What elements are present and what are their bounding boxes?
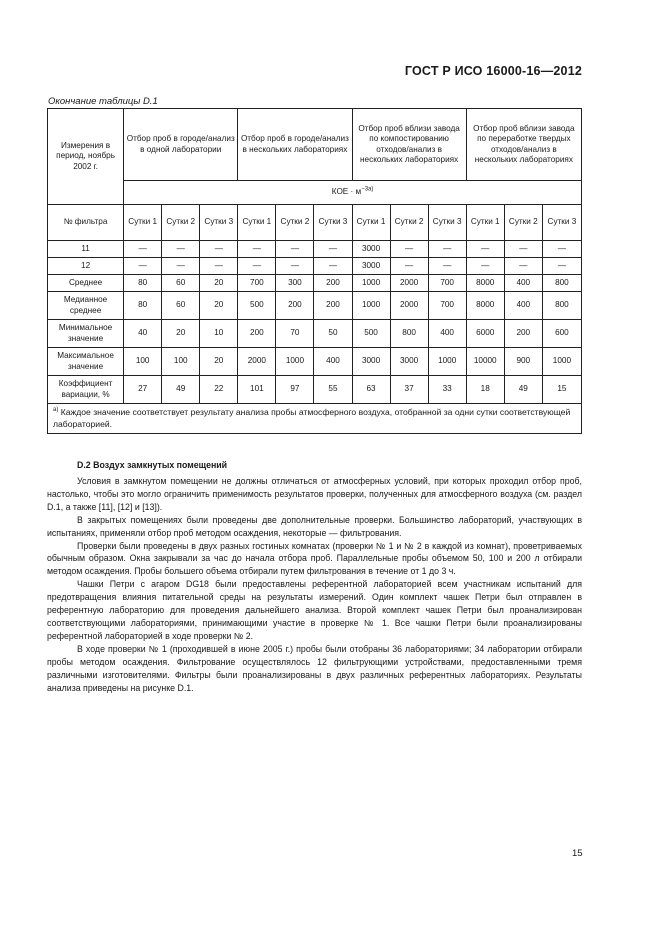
row-label: 12	[48, 258, 124, 275]
paragraph: Условия в замкнутом помещении не должны отличаться от атмосферных условий, при которых проходил отбор проб, настолько, чтобы это могло ограничить применимость результатов проверки, полученных для атмосферного воздуха (см. раздел D.1, а также [11], [12] и [13]).	[47, 476, 582, 512]
cell: 100	[124, 348, 162, 376]
cell: 500	[238, 292, 276, 320]
row-label: Максимальное значение	[48, 348, 124, 376]
cell: 400	[428, 320, 466, 348]
cell: —	[162, 258, 200, 275]
cell: —	[314, 241, 352, 258]
cell: —	[200, 258, 238, 275]
table-row	[48, 292, 582, 320]
cell: 80	[124, 275, 162, 292]
filter-label: № фильтра	[48, 205, 124, 241]
group-header: Отбор проб вблизи завода по компостированию отходов/анализ в нескольких лабораториях	[352, 109, 466, 181]
group-header: Отбор проб вблизи завода по переработке твердых отходов/анализ в нескольких лабораториях	[466, 109, 581, 181]
unit-label: КОЕ · м	[331, 187, 362, 197]
day-header: Сутки 1	[466, 205, 504, 241]
cell: —	[428, 258, 466, 275]
day-header: Сутки 1	[352, 205, 390, 241]
cell: 55	[314, 376, 352, 404]
table-row	[48, 241, 582, 258]
cell: —	[390, 241, 428, 258]
cell: 3000	[352, 241, 390, 258]
cell: 1000	[276, 348, 314, 376]
section-title: D.2 Воздух замкнутых помещений	[77, 460, 228, 470]
days-row	[48, 205, 582, 241]
cell: 200	[238, 320, 276, 348]
day-header: Сутки 2	[390, 205, 428, 241]
cell: 20	[200, 348, 238, 376]
cell: 200	[314, 292, 352, 320]
group-header: Отбор проб в городе/анализ в нескольких лабораториях	[238, 109, 352, 181]
cell: 1000	[542, 348, 581, 376]
cell: 2000	[390, 292, 428, 320]
cell: —	[276, 241, 314, 258]
day-header: Сутки 3	[542, 205, 581, 241]
cell: 800	[542, 292, 581, 320]
cell: —	[314, 258, 352, 275]
footnote-text: Каждое значение соответствует результату анализа пробы атмосферного воздуха, отобранной за одни сутки соответствующей лабораторией.	[53, 407, 571, 429]
cell: 6000	[466, 320, 504, 348]
cell: 60	[162, 292, 200, 320]
cell: —	[466, 241, 504, 258]
cell: 200	[314, 275, 352, 292]
cell: 70	[276, 320, 314, 348]
cell: 700	[428, 292, 466, 320]
cell: 800	[390, 320, 428, 348]
cell: 27	[124, 376, 162, 404]
cell: 700	[428, 275, 466, 292]
cell: 300	[276, 275, 314, 292]
cell: 20	[200, 292, 238, 320]
group-header: Отбор проб в городе/анализ в одной лаборатории	[124, 109, 238, 181]
paragraph: В ходе проверки № 1 (проходившей в июне 2005 г.) пробы были отобраны 36 лабораториями; 34 лаборатории отбирали пробы методом осаждения. Фильтрование осуществлялось 12 фильтрующими устройствами, предоставленными тремя различными изготовителями. Фильтры были проанализированы в двух различных референтных лабораториях. Результаты анализа приведены на рисунке D.1.	[47, 643, 582, 693]
cell: 10000	[466, 348, 504, 376]
cell: 3000	[352, 258, 390, 275]
cell: 400	[314, 348, 352, 376]
data-table	[47, 108, 582, 434]
cell: 18	[466, 376, 504, 404]
footnote-mark: а)	[53, 407, 59, 414]
cell: 8000	[466, 292, 504, 320]
cell: 20	[162, 320, 200, 348]
cell: 15	[542, 376, 581, 404]
row-label: Среднее	[48, 275, 124, 292]
paragraph: Проверки были проведены в двух разных гостиных комнатах (проверки № 1 и № 2 в каждой из комнат), проветриваемых обычным образом. Окна закрывали за час до начала отбора проб. Параллельные пробы объемом 50, 100 и 200 л отбирали методом осаждения. Пробы большего объема отбирали путем фильтрования в течение от 1 до 3 ч.	[47, 540, 582, 577]
cell: —	[200, 241, 238, 258]
day-header: Сутки 2	[162, 205, 200, 241]
cell: 50	[314, 320, 352, 348]
day-header: Сутки 2	[504, 205, 542, 241]
cell: 3000	[352, 348, 390, 376]
cell: —	[466, 258, 504, 275]
cell: 1000	[352, 275, 390, 292]
cell: 22	[200, 376, 238, 404]
day-header: Сутки 3	[200, 205, 238, 241]
cell: 60	[162, 275, 200, 292]
cell: 400	[504, 275, 542, 292]
cell: —	[390, 258, 428, 275]
page-number: 15	[572, 848, 583, 859]
table-row	[48, 258, 582, 275]
cell: 100	[162, 348, 200, 376]
row-label: Медианное среднее	[48, 292, 124, 320]
cell: —	[276, 258, 314, 275]
cell: 1000	[428, 348, 466, 376]
cell: 200	[504, 320, 542, 348]
cell: 200	[276, 292, 314, 320]
table-row	[48, 348, 582, 376]
cell: 33	[428, 376, 466, 404]
cell: —	[504, 241, 542, 258]
document-header: ГОСТ Р ИСО 16000-16—2012	[404, 64, 582, 78]
day-header: Сутки 2	[276, 205, 314, 241]
cell: 2000	[238, 348, 276, 376]
cell: 63	[352, 376, 390, 404]
cell: 37	[390, 376, 428, 404]
cell: 40	[124, 320, 162, 348]
day-header: Сутки 3	[428, 205, 466, 241]
paragraph: Чашки Петри с агаром DG18 были предоставлены референтной лабораторией всем участникам испытаний для предотвращения влияния питательной среды на результаты измерений. Один комплект чашек Петри был отправлен в референтную лабораторию для проведения дальнейшего анализа. Второй комплект чашек Петри был проанализирован соответствующими лабораториями, принимающими участие в проверке № 1. Все чашки Петри были проанализированы референтной лабораторией в ходе проверки № 2.	[47, 579, 582, 641]
unit-exponent: −3а)	[361, 186, 374, 193]
cell: —	[542, 258, 581, 275]
unit-header	[124, 181, 582, 205]
cell: 600	[542, 320, 581, 348]
row-label: Минимальное значение	[48, 320, 124, 348]
cell: —	[428, 241, 466, 258]
cell: 2000	[390, 275, 428, 292]
cell: 700	[238, 275, 276, 292]
cell: —	[238, 241, 276, 258]
cell: —	[238, 258, 276, 275]
day-header: Сутки 1	[238, 205, 276, 241]
paragraph: В закрытых помещениях были проведены две дополнительные проверки. Большинство лабораторий, участвующих в испытаниях, применяли отбор проб методом осаждения, некоторые — фильтрования.	[47, 514, 582, 538]
cell: —	[124, 258, 162, 275]
table-row	[48, 320, 582, 348]
body-text	[47, 475, 582, 694]
cell: —	[162, 241, 200, 258]
cell: 97	[276, 376, 314, 404]
table-row	[48, 275, 582, 292]
cell: 1000	[352, 292, 390, 320]
day-header: Сутки 3	[314, 205, 352, 241]
cell: 800	[542, 275, 581, 292]
cell: 8000	[466, 275, 504, 292]
cell: 101	[238, 376, 276, 404]
table-row	[48, 376, 582, 404]
cell: 10	[200, 320, 238, 348]
table-footnote	[48, 404, 582, 434]
cell: 500	[352, 320, 390, 348]
cell: 49	[504, 376, 542, 404]
cell: —	[124, 241, 162, 258]
cell: —	[542, 241, 581, 258]
day-header: Сутки 1	[124, 205, 162, 241]
cell: 400	[504, 292, 542, 320]
corner-header: Измерения в период, ноябрь 2002 г.	[48, 109, 124, 205]
cell: —	[504, 258, 542, 275]
cell: 3000	[390, 348, 428, 376]
cell: 80	[124, 292, 162, 320]
cell: 900	[504, 348, 542, 376]
row-label: Коэффициент вариации, %	[48, 376, 124, 404]
cell: 49	[162, 376, 200, 404]
row-label: 11	[48, 241, 124, 258]
cell: 20	[200, 275, 238, 292]
table-caption: Окончание таблицы D.1	[48, 96, 158, 107]
